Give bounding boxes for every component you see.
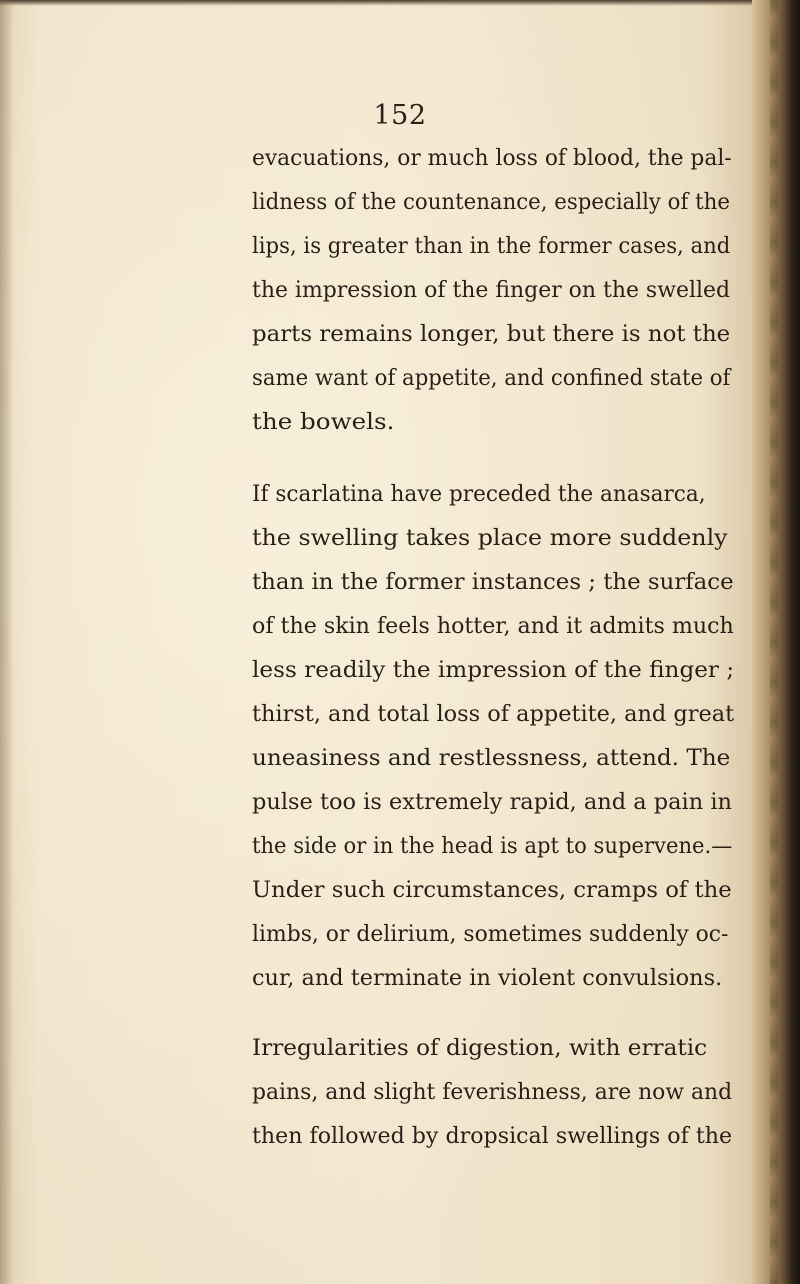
text-line: lidness of the countenance, especially of the: [252, 189, 730, 215]
text-line: uneasiness and restlessness, attend. The: [252, 745, 731, 771]
text-line: cur, and terminate in violent convulsions.: [252, 965, 723, 991]
text-line: less readily the impression of the finger ;: [252, 657, 735, 683]
text-line: of the skin feels hotter, and it admits much: [252, 613, 734, 639]
page-top-edge: [0, 0, 790, 6]
text-line: the swelling takes place more suddenly: [252, 525, 728, 551]
text-line: pulse too is extremely rapid, and a pain in: [252, 789, 732, 815]
text-line: than in the former instances ; the surface: [252, 569, 734, 595]
text-line: same want of appetite, and confined state of: [252, 365, 731, 391]
text-line: pains, and slight feverishness, are now and: [252, 1079, 733, 1105]
text-line: then followed by dropsical swellings of the: [252, 1123, 733, 1149]
text-line: parts remains longer, but there is not the: [252, 321, 731, 347]
text-line: If scarlatina have preceded the anasarca,: [252, 481, 706, 507]
text-line: the impression of the finger on the swelled: [252, 277, 731, 303]
text-line: the bowels.: [252, 409, 395, 435]
page-number: 152: [373, 100, 427, 131]
text-line: thirst, and total loss of appetite, and great: [252, 701, 735, 727]
text-line: Under such circumstances, cramps of the: [252, 877, 732, 903]
text-line: Irregularities of digestion, with erratic: [252, 1035, 708, 1061]
page-left-shadow: [0, 0, 14, 1284]
text-line: limbs, or delirium, sometimes suddenly oc-: [252, 921, 729, 947]
text-line: evacuations, or much loss of blood, the pal-: [252, 145, 732, 171]
page-right-edge-shading: [770, 0, 778, 1284]
text-line: the side or in the head is apt to supervene.—: [252, 833, 733, 859]
text-line: lips, is greater than in the former cases, and: [252, 233, 731, 259]
